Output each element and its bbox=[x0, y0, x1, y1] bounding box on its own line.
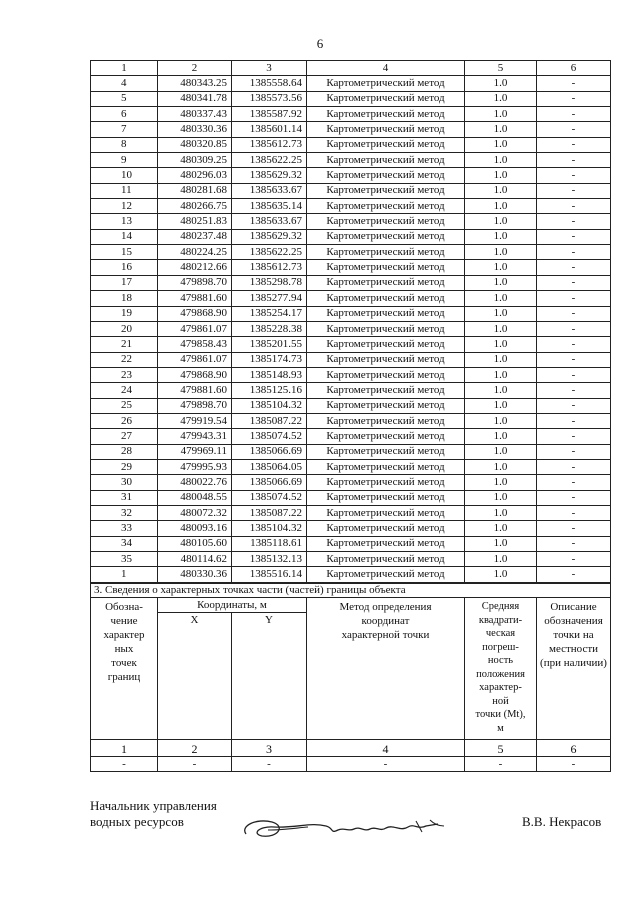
table-cell: - bbox=[537, 199, 611, 214]
table-cell: 479881.60 bbox=[158, 291, 232, 306]
table-row bbox=[91, 413, 611, 428]
table-cell: 1385635.14 bbox=[232, 199, 307, 214]
table-cell: - bbox=[537, 107, 611, 122]
table-row bbox=[91, 337, 611, 352]
header-text: Обозна- чение характер ных точек границ bbox=[103, 601, 145, 683]
table-cell: Картометрический метод bbox=[307, 475, 465, 490]
table-cell: Картометрический метод bbox=[307, 444, 465, 459]
table-cell: 1.0 bbox=[465, 183, 537, 198]
table-cell: 479858.43 bbox=[158, 337, 232, 352]
table-cell: 480266.75 bbox=[158, 199, 232, 214]
table-cell: 480330.36 bbox=[158, 122, 232, 137]
table-cell: 1.0 bbox=[465, 444, 537, 459]
header-text: Описание обозначения точки на местности (при наличии) bbox=[540, 601, 607, 669]
table-cell: - bbox=[537, 168, 611, 183]
table-cell: - bbox=[537, 521, 611, 536]
col-y: Y bbox=[232, 613, 307, 740]
table-cell: 1385277.94 bbox=[232, 291, 307, 306]
header-cell: 2 bbox=[158, 61, 232, 76]
table-row bbox=[91, 536, 611, 551]
table-cell: 480343.25 bbox=[158, 76, 232, 91]
header-text: Метод определения координат характерной точки bbox=[339, 601, 432, 641]
table-cell: Картометрический метод bbox=[307, 229, 465, 244]
empty-cell: - bbox=[307, 757, 465, 772]
table-row bbox=[91, 490, 611, 505]
col-number: 4 bbox=[307, 740, 465, 757]
header-cell: 6 bbox=[537, 61, 611, 76]
table-cell: 1385633.67 bbox=[232, 183, 307, 198]
table-cell: 25 bbox=[91, 398, 158, 413]
table-cell: - bbox=[537, 429, 611, 444]
coordinates-table bbox=[90, 60, 611, 583]
table-cell: - bbox=[537, 444, 611, 459]
table-cell: Картометрический метод bbox=[307, 245, 465, 260]
table-cell: Картометрический метод bbox=[307, 367, 465, 382]
table-cell: 479861.07 bbox=[158, 352, 232, 367]
signatory-position-line2: водных ресурсов bbox=[90, 814, 184, 829]
table-row bbox=[91, 567, 611, 582]
table-row bbox=[91, 229, 611, 244]
table-row bbox=[91, 475, 611, 490]
table-cell: 15 bbox=[91, 245, 158, 260]
col-number: 5 bbox=[465, 740, 537, 757]
page-number: 6 bbox=[316, 36, 324, 51]
table-cell: Картометрический метод bbox=[307, 321, 465, 336]
table-cell: 30 bbox=[91, 475, 158, 490]
table-cell: Картометрический метод bbox=[307, 91, 465, 106]
table-cell: - bbox=[537, 337, 611, 352]
table-cell: 479881.60 bbox=[158, 383, 232, 398]
table-cell: 480330.36 bbox=[158, 567, 232, 582]
table-cell: 6 bbox=[91, 107, 158, 122]
table-cell: 479995.93 bbox=[158, 459, 232, 474]
table-cell: - bbox=[537, 260, 611, 275]
table-cell: 1385104.32 bbox=[232, 521, 307, 536]
header-cell: 5 bbox=[465, 61, 537, 76]
table-cell: 1.0 bbox=[465, 260, 537, 275]
section3-table bbox=[90, 583, 611, 772]
signatory-position-line1: Начальник управления bbox=[90, 798, 217, 813]
table-cell: 1385174.73 bbox=[232, 352, 307, 367]
table-cell: 479868.90 bbox=[158, 306, 232, 321]
table-cell: Картометрический метод bbox=[307, 490, 465, 505]
table-cell: 480237.48 bbox=[158, 229, 232, 244]
table-cell: 17 bbox=[91, 275, 158, 290]
table-cell: 1385066.69 bbox=[232, 475, 307, 490]
table-cell: 1.0 bbox=[465, 352, 537, 367]
table-cell: - bbox=[537, 505, 611, 520]
table-row bbox=[91, 275, 611, 290]
table-cell: 1.0 bbox=[465, 153, 537, 168]
table-cell: Картометрический метод bbox=[307, 521, 465, 536]
table-cell: 32 bbox=[91, 505, 158, 520]
table-cell: Картометрический метод bbox=[307, 137, 465, 152]
col-number: 2 bbox=[158, 740, 232, 757]
table-cell: Картометрический метод bbox=[307, 168, 465, 183]
table-cell: 1385148.93 bbox=[232, 367, 307, 382]
table-cell: 1.0 bbox=[465, 337, 537, 352]
table-cell: 1.0 bbox=[465, 291, 537, 306]
table-cell: - bbox=[537, 183, 611, 198]
table-cell: 480212.66 bbox=[158, 260, 232, 275]
table-cell: - bbox=[537, 306, 611, 321]
table-cell: Картометрический метод bbox=[307, 536, 465, 551]
table-row bbox=[91, 383, 611, 398]
table-cell: 480224.25 bbox=[158, 245, 232, 260]
table-cell: 1385064.05 bbox=[232, 459, 307, 474]
table-row bbox=[91, 260, 611, 275]
table-cell: 35 bbox=[91, 552, 158, 567]
table-cell: 1 bbox=[91, 567, 158, 582]
table-cell: - bbox=[537, 122, 611, 137]
empty-cell: - bbox=[537, 757, 611, 772]
table-cell: Картометрический метод bbox=[307, 306, 465, 321]
table-cell: 11 bbox=[91, 183, 158, 198]
table-row bbox=[91, 321, 611, 336]
table-cell: 1.0 bbox=[465, 137, 537, 152]
table-cell: - bbox=[537, 291, 611, 306]
table-cell: 1385118.61 bbox=[232, 536, 307, 551]
table-cell: 1.0 bbox=[465, 413, 537, 428]
table-cell: Картометрический метод bbox=[307, 567, 465, 582]
table-cell: 480251.83 bbox=[158, 214, 232, 229]
table-cell: - bbox=[537, 490, 611, 505]
table-cell: 480105.60 bbox=[158, 536, 232, 551]
table-cell: 1.0 bbox=[465, 552, 537, 567]
table-cell: 479898.70 bbox=[158, 398, 232, 413]
empty-cell: - bbox=[232, 757, 307, 772]
table-row bbox=[91, 183, 611, 198]
table-cell: 18 bbox=[91, 291, 158, 306]
table-cell: Картометрический метод bbox=[307, 183, 465, 198]
table-cell: 5 bbox=[91, 91, 158, 106]
col-coordinates: Координаты, м bbox=[158, 598, 307, 613]
table-cell: 19 bbox=[91, 306, 158, 321]
table-row bbox=[91, 429, 611, 444]
table-cell: 14 bbox=[91, 229, 158, 244]
table-cell: 1385558.64 bbox=[232, 76, 307, 91]
table-cell: - bbox=[537, 567, 611, 582]
table-row bbox=[91, 168, 611, 183]
table-cell: 12 bbox=[91, 199, 158, 214]
table-row bbox=[91, 552, 611, 567]
table-cell: 1385074.52 bbox=[232, 429, 307, 444]
table-cell: 1385132.13 bbox=[232, 552, 307, 567]
table-cell: 9 bbox=[91, 153, 158, 168]
table-cell: 1385298.78 bbox=[232, 275, 307, 290]
table-row bbox=[91, 352, 611, 367]
table-cell: - bbox=[537, 229, 611, 244]
table-cell: 1385633.67 bbox=[232, 214, 307, 229]
table-cell: Картометрический метод bbox=[307, 199, 465, 214]
table-cell: Картометрический метод bbox=[307, 214, 465, 229]
table-cell: - bbox=[537, 137, 611, 152]
table-cell: 479943.31 bbox=[158, 429, 232, 444]
table-row bbox=[91, 199, 611, 214]
table-row bbox=[91, 291, 611, 306]
table-cell: - bbox=[537, 214, 611, 229]
table-cell: 1.0 bbox=[465, 521, 537, 536]
table-cell: Картометрический метод bbox=[307, 337, 465, 352]
table-cell: 1.0 bbox=[465, 214, 537, 229]
table-cell: - bbox=[537, 245, 611, 260]
table-cell: 1385629.32 bbox=[232, 229, 307, 244]
signatory-name: В.В. Некрасов bbox=[522, 814, 602, 829]
table-row bbox=[91, 153, 611, 168]
table-cell: 1385074.52 bbox=[232, 490, 307, 505]
table-cell: 8 bbox=[91, 137, 158, 152]
table-cell: 1.0 bbox=[465, 490, 537, 505]
table-cell: - bbox=[537, 398, 611, 413]
table-cell: 4 bbox=[91, 76, 158, 91]
table-cell: 31 bbox=[91, 490, 158, 505]
table-cell: Картометрический метод bbox=[307, 413, 465, 428]
table-cell: 1385587.92 bbox=[232, 107, 307, 122]
col-point-designation bbox=[91, 598, 158, 740]
table-cell: 1.0 bbox=[465, 383, 537, 398]
col-method bbox=[307, 598, 465, 740]
table-cell: 1385066.69 bbox=[232, 444, 307, 459]
table-cell: 28 bbox=[91, 444, 158, 459]
empty-cell: - bbox=[158, 757, 232, 772]
table-cell: 480072.32 bbox=[158, 505, 232, 520]
table-cell: 13 bbox=[91, 214, 158, 229]
table-cell: 1.0 bbox=[465, 567, 537, 582]
table-row bbox=[91, 122, 611, 137]
table-row bbox=[91, 214, 611, 229]
table-cell: Картометрический метод bbox=[307, 383, 465, 398]
header-text: Средняя квадрати- ческая погреш- ность положения характер- ной точки (Mt), м bbox=[475, 601, 526, 734]
table-cell: 480093.16 bbox=[158, 521, 232, 536]
table-cell: 1385629.32 bbox=[232, 168, 307, 183]
table-cell: 26 bbox=[91, 413, 158, 428]
table-cell: Картометрический метод bbox=[307, 153, 465, 168]
header-cell: 4 bbox=[307, 61, 465, 76]
table-cell: 1.0 bbox=[465, 367, 537, 382]
table-cell: - bbox=[537, 475, 611, 490]
table-cell: 1.0 bbox=[465, 429, 537, 444]
table-cell: Картометрический метод bbox=[307, 260, 465, 275]
table-cell: 479969.11 bbox=[158, 444, 232, 459]
table-cell: 479898.70 bbox=[158, 275, 232, 290]
table-cell: 1.0 bbox=[465, 199, 537, 214]
table-cell: Картометрический метод bbox=[307, 398, 465, 413]
table-cell: 1.0 bbox=[465, 168, 537, 183]
table-row bbox=[91, 91, 611, 106]
col-error bbox=[465, 598, 537, 740]
table-cell: Картометрический метод bbox=[307, 122, 465, 137]
table-cell: - bbox=[537, 275, 611, 290]
table-cell: 480337.43 bbox=[158, 107, 232, 122]
table-cell: 480309.25 bbox=[158, 153, 232, 168]
table-cell: 21 bbox=[91, 337, 158, 352]
table-row bbox=[91, 459, 611, 474]
col-number: 3 bbox=[232, 740, 307, 757]
table-cell: 1.0 bbox=[465, 398, 537, 413]
table-cell: 1.0 bbox=[465, 245, 537, 260]
table-cell: 1385228.38 bbox=[232, 321, 307, 336]
table-row bbox=[91, 444, 611, 459]
table-header-row bbox=[91, 61, 611, 76]
table-cell: 1.0 bbox=[465, 306, 537, 321]
table-cell: 27 bbox=[91, 429, 158, 444]
header-cell: 3 bbox=[232, 61, 307, 76]
table-row bbox=[91, 505, 611, 520]
section3-title: 3. Сведения о характерных точках части (частей) границы объекта bbox=[91, 584, 611, 598]
table-cell: Картометрический метод bbox=[307, 505, 465, 520]
table-cell: 1385087.22 bbox=[232, 505, 307, 520]
table-row bbox=[91, 107, 611, 122]
table-cell: 480048.55 bbox=[158, 490, 232, 505]
table-cell: - bbox=[537, 413, 611, 428]
col-description bbox=[537, 598, 611, 740]
table-cell: 1.0 bbox=[465, 229, 537, 244]
col-x: X bbox=[158, 613, 232, 740]
table-cell: 1385201.55 bbox=[232, 337, 307, 352]
table-cell: 1385573.56 bbox=[232, 91, 307, 106]
table-cell: 20 bbox=[91, 321, 158, 336]
table-cell: Картометрический метод bbox=[307, 429, 465, 444]
table-cell: - bbox=[537, 153, 611, 168]
table-cell: 1.0 bbox=[465, 475, 537, 490]
col-number: 1 bbox=[91, 740, 158, 757]
table-cell: Картометрический метод bbox=[307, 552, 465, 567]
table-cell: 33 bbox=[91, 521, 158, 536]
table-cell: 1385516.14 bbox=[232, 567, 307, 582]
table-cell: 1385601.14 bbox=[232, 122, 307, 137]
table-cell: 1385622.25 bbox=[232, 245, 307, 260]
table-cell: - bbox=[537, 552, 611, 567]
table-cell: Картометрический метод bbox=[307, 291, 465, 306]
table-cell: 479868.90 bbox=[158, 367, 232, 382]
table-cell: 1.0 bbox=[465, 536, 537, 551]
table-cell: 7 bbox=[91, 122, 158, 137]
table-cell: 10 bbox=[91, 168, 158, 183]
empty-cell: - bbox=[91, 757, 158, 772]
table-row bbox=[91, 76, 611, 91]
table-cell: 1.0 bbox=[465, 275, 537, 290]
table-cell: 480341.78 bbox=[158, 91, 232, 106]
table-cell: Картометрический метод bbox=[307, 352, 465, 367]
table-cell: 1.0 bbox=[465, 459, 537, 474]
table-cell: 1.0 bbox=[465, 76, 537, 91]
table-cell: 1.0 bbox=[465, 107, 537, 122]
table-cell: 480022.76 bbox=[158, 475, 232, 490]
table-cell: Картометрический метод bbox=[307, 76, 465, 91]
table-cell: - bbox=[537, 321, 611, 336]
table-cell: 1.0 bbox=[465, 122, 537, 137]
table-cell: - bbox=[537, 352, 611, 367]
table-cell: - bbox=[537, 91, 611, 106]
table-cell: 22 bbox=[91, 352, 158, 367]
table-cell: 479919.54 bbox=[158, 413, 232, 428]
table-row bbox=[91, 245, 611, 260]
table-cell: 1385104.32 bbox=[232, 398, 307, 413]
table-cell: 480296.03 bbox=[158, 168, 232, 183]
table-cell: 1.0 bbox=[465, 321, 537, 336]
table-cell: 16 bbox=[91, 260, 158, 275]
table-cell: 480281.68 bbox=[158, 183, 232, 198]
table-cell: - bbox=[537, 367, 611, 382]
table-cell: 34 bbox=[91, 536, 158, 551]
table-cell: 1385612.73 bbox=[232, 260, 307, 275]
table-cell: 479861.07 bbox=[158, 321, 232, 336]
table-cell: 1385087.22 bbox=[232, 413, 307, 428]
table-row bbox=[91, 398, 611, 413]
table-row bbox=[91, 306, 611, 321]
table-cell: 1385612.73 bbox=[232, 137, 307, 152]
table-cell: - bbox=[537, 536, 611, 551]
handwritten-signature bbox=[238, 812, 453, 842]
table-cell: - bbox=[537, 459, 611, 474]
header-cell: 1 bbox=[91, 61, 158, 76]
table-cell: Картометрический метод bbox=[307, 459, 465, 474]
table-row bbox=[91, 521, 611, 536]
table-cell: Картометрический метод bbox=[307, 275, 465, 290]
table-cell: 1.0 bbox=[465, 91, 537, 106]
table-cell: 24 bbox=[91, 383, 158, 398]
table-cell: 1385125.16 bbox=[232, 383, 307, 398]
table-cell: - bbox=[537, 383, 611, 398]
table-cell: 480114.62 bbox=[158, 552, 232, 567]
table-cell: 29 bbox=[91, 459, 158, 474]
empty-cell: - bbox=[465, 757, 537, 772]
table-cell: Картометрический метод bbox=[307, 107, 465, 122]
table-row bbox=[91, 367, 611, 382]
table-cell: 1385254.17 bbox=[232, 306, 307, 321]
col-number: 6 bbox=[537, 740, 611, 757]
table-cell: - bbox=[537, 76, 611, 91]
table-cell: 1.0 bbox=[465, 505, 537, 520]
table-row bbox=[91, 137, 611, 152]
table-cell: 23 bbox=[91, 367, 158, 382]
table-cell: 1385622.25 bbox=[232, 153, 307, 168]
table-cell: 480320.85 bbox=[158, 137, 232, 152]
